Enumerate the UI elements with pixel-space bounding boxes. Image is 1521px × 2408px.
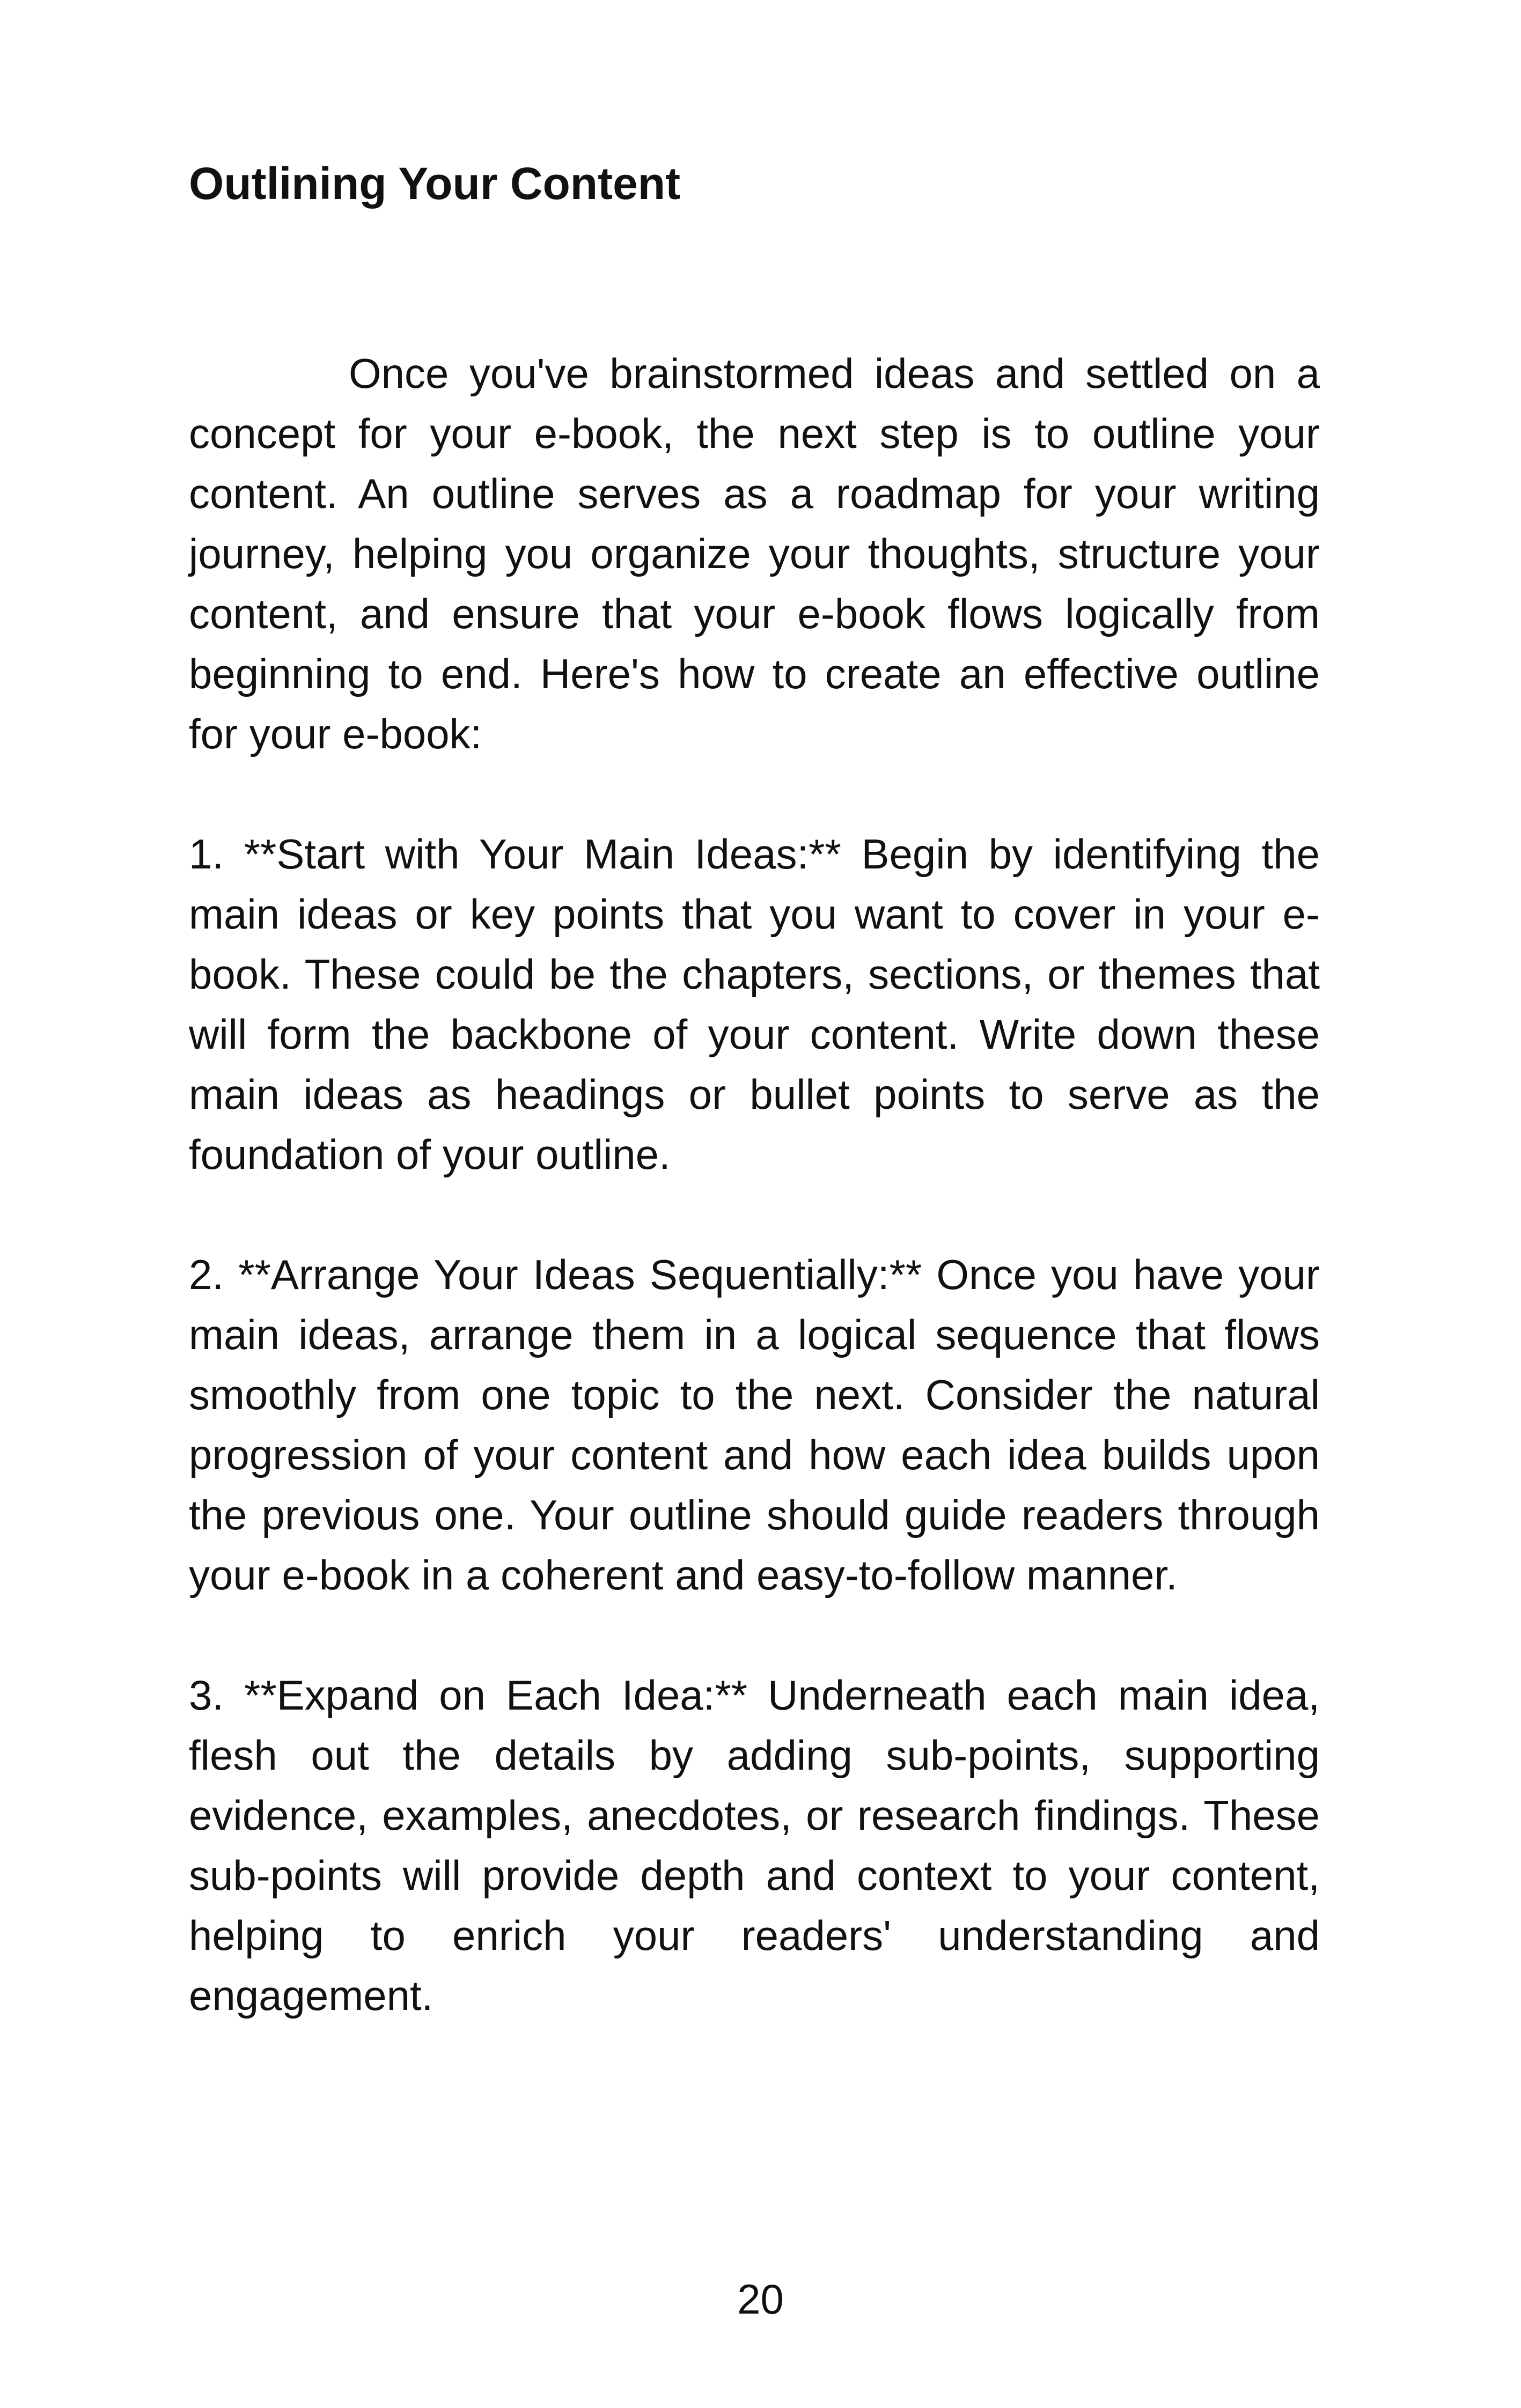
body-text [189, 343, 1320, 2026]
list-item-main-ideas: 1. **Start with Your Main Ideas:** Begin by identifying the main ideas or key points that you want to cover in your e-book. These could be the chapters, sections, or themes that will form the backbone of your content. Write down these main ideas as headings or bullet points to serve as the foundation of your outline. [189, 830, 1320, 1178]
intro-paragraph: Once you've brainstormed ideas and settled on a concept for your e-book, the next step is to outline your content. An outline serves as a roadmap for your writing journey, helping you organize your thoughts, structure your content, and ensure that your e-book flows logically from beginning to end. Here's how to create an effective outline for your e-book: [189, 350, 1320, 757]
page-number: 20 [737, 2276, 784, 2323]
list-item-expand-ideas: 3. **Expand on Each Idea:** Underneath each main idea, flesh out the details by adding sub-points, supporting evidence, examples, anecdotes, or research findings. These sub-points will provide depth and context to your content, helping to enrich your readers' understanding and engagement. [189, 1671, 1320, 2019]
page-title: Outlining Your Content [189, 158, 681, 209]
list-item-arrange-ideas: 2. **Arrange Your Ideas Sequentially:** Once you have your main ideas, arrange them in a logical sequence that flows smoothly from one topic to the next. Consider the natural progression of your content and how each idea builds upon the previous one. Your outline should guide readers through your e-book in a coherent and easy-to-follow manner. [189, 1251, 1320, 1599]
